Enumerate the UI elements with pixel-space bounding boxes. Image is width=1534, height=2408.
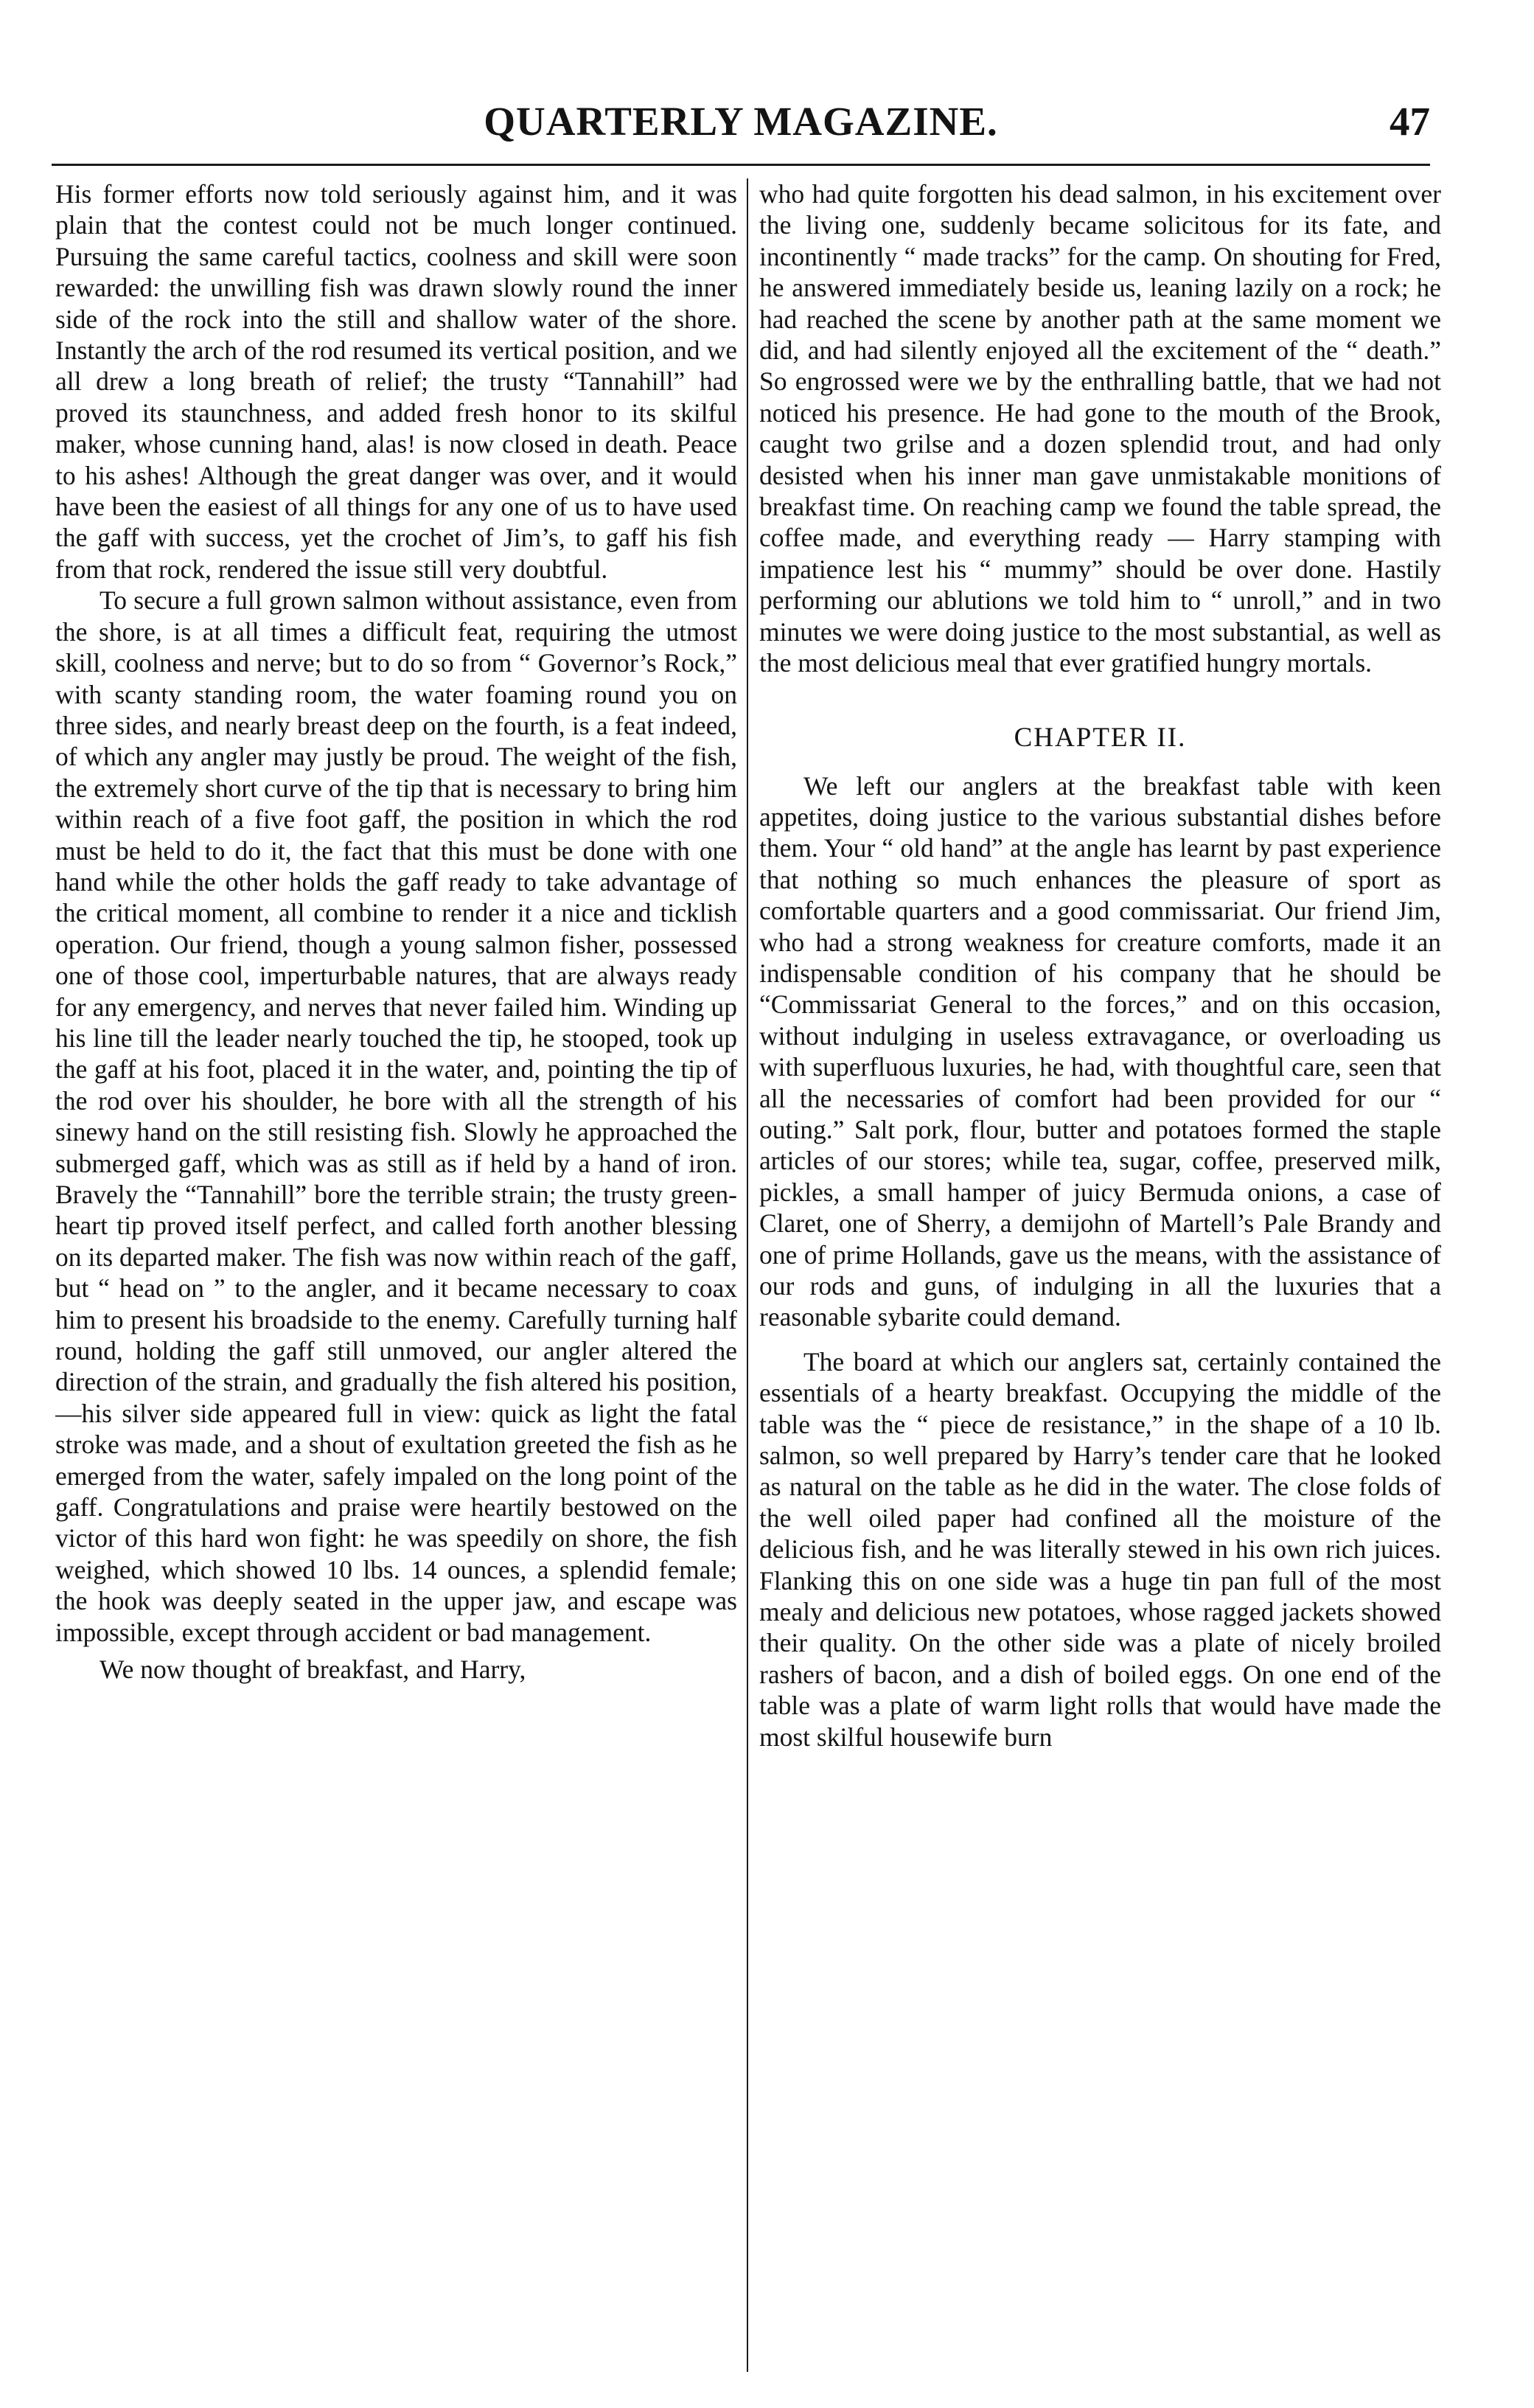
running-head <box>52 96 1430 147</box>
left-paragraph-1: His former efforts now told seriously against him, and it was plain that the contest could not be much longer continued. Pursuing the same careful tactics, coolness and skill were soon rewarded: the unwilling fish was drawn slowly round the inner side of the rock into the still and shallow water of the shore. Instantly the arch of the rod resumed its vertical position, and we all drew a long breath of relief; the trusty “Tannahill” had proved its staunchness, and added fresh honor to its skilful maker, whose cunning hand, alas! is now closed in death. Peace to his ashes! Although the great danger was over, and it would have been the easiest of all things for any one of us to have used the gaff with success, yet the crochet of Jim’s, to gaff his fish from that rock, rendered the issue still very doubtful. <box>55 179 737 584</box>
right-column <box>759 178 1441 2376</box>
right-paragraph-1: who had quite forgotten his dead salmon, in his excitement over the living one, suddenly became solicitous for its fate, and incontinently “ made tracks” for the camp. On shouting for Fred, he answered immediately beside us, leaning lazily on a rock; he had reached the scene by another path at the same moment we did, and had silently enjoyed all the excitement of the “ death.” So engrossed were we by the enthralling battle, that we had not noticed his presence. He had gone to the mouth of the Brook, caught two grilse and a dozen splendid trout, and had only desisted when his inner man gave unmistakable monitions of breakfast time. On reaching camp we found the table spread, the coffee made, and everything ready — Harry stamping with impatience lest his “ mummy” should be over done. Hastily performing our ablutions we told him to “ unroll,” and in two minutes we were doing justice to the most substantial, as well as the most delicious meal that ever gratified hungry mortals. <box>759 179 1441 678</box>
right-paragraph-3: The board at which our anglers sat, certainly contained the essentials of a hearty breakfast. Occupying the middle of the table was the “ piece de resistance,” in the shape of a 10 lb. salmon, so well prepared by Harry’s tender care that he looked as natural on the table as he did in the water. The close folds of the well oiled paper had confined all the moisture of the delicious fish, and he was literally stewed in his own rich juices. Flanking this on one side was a huge tin pan full of the most mealy and delicious new potatoes, whose ragged jackets showed their quality. On the other side was a plate of nicely broiled rashers of bacon, and a dish of boiled eggs. On one end of the table was a plate of warm light rolls that would have made the most skilful housewife burn <box>759 1346 1441 1752</box>
right-paragraph-2: We left our anglers at the breakfast table with keen appetites, doing justice to the various substantial dishes before them. Your “ old hand” at the angle has learnt by past experience that nothing so much enhances the pleasure of sport as comfortable quarters and a good commissariat. Our friend Jim, who had a strong weakness for creature comforts, made it an indispensable condition of his company that he should be “Commissariat General to the forces,” and on this occasion, without indulging in useless extravagance, or overloading us with superfluous luxuries, he had, with thoughtful care, seen that all the necessaries of comfort had been provided for our “ outing.” Salt pork, flour, butter and potatoes formed the staple articles of our stores; while tea, sugar, coffee, preserved milk, pickles, a small hamper of juicy Bermuda onions, a case of Claret, one of Sherry, a demijohn of Martell’s Pale Brandy and one of prime Hollands, gave us the means, with the assistance of our rods and guns, of indulging in all the luxuries that a reasonable sybarite could demand. <box>759 770 1441 1332</box>
column-divider <box>747 178 748 2372</box>
left-paragraph-2: To secure a full grown salmon without assistance, even from the shore, is at all times a difficult feat, requiring the utmost skill, coolness and nerve; but to do so from “ Governor’s Rock,” with scanty standing room, the water foaming round you on three sides, and nearly breast deep on the fourth, is a feat indeed, of which any angler may justly be proud. The weight of the fish, the extremely short curve of the tip that is necessary to bring him within reach of a five foot gaff, the position in which the rod must be held to do it, the fact that this must be done with one hand while the other holds the gaff ready to take advantage of the critical moment, all combine to render it a nice and ticklish operation. Our friend, though a young salmon fisher, possessed one of those cool, imperturbable natures, that are always ready for any emergency, and nerves that never failed him. Winding up his line till the leader nearly touched the tip, he stooped, took up the gaff at his foot, placed it in the water, and, pointing the tip of the rod over his shoulder, he bore with all the strength of his sinewy hand on the still resisting fish. Slowly he approached the submerged gaff, which was as still as if held by a hand of iron. Bravely the “Tannahill” bore the terrible strain; the trusty green-heart tip proved itself perfect, and called forth another blessing on its departed maker. The fish was now within reach of the gaff, but “ head on ” to the angler, and it became necessary to coax him to present his broadside to the enemy. Carefully turning half round, holding the gaff still unmoved, our angler altered the direction of the strain, and gradually the fish altered his position,—his silver side appeared full in view: quick as light the fatal stroke was made, and a shout of exultation greeted the fish as he emerged from the water, safely impaled on the long point of the gaff. Congratulations and praise were heartily bestowed on the victor of this hard won fight: he was speedily on shore, the fish weighed, which showed 10 lbs. 14 ounces, a splendid female; the hook was deeply seated in the upper jaw, and escape was impossible, except through accident or bad management. <box>55 585 737 1647</box>
page-number: 47 <box>1390 99 1430 144</box>
running-title: QUARTERLY MAGAZINE. <box>484 99 998 144</box>
chapter-heading: CHAPTER II. <box>1014 722 1187 753</box>
left-paragraph-3: We now thought of breakfast, and Harry, <box>100 1654 526 1685</box>
header-rule <box>52 164 1430 166</box>
left-column <box>55 178 737 2376</box>
